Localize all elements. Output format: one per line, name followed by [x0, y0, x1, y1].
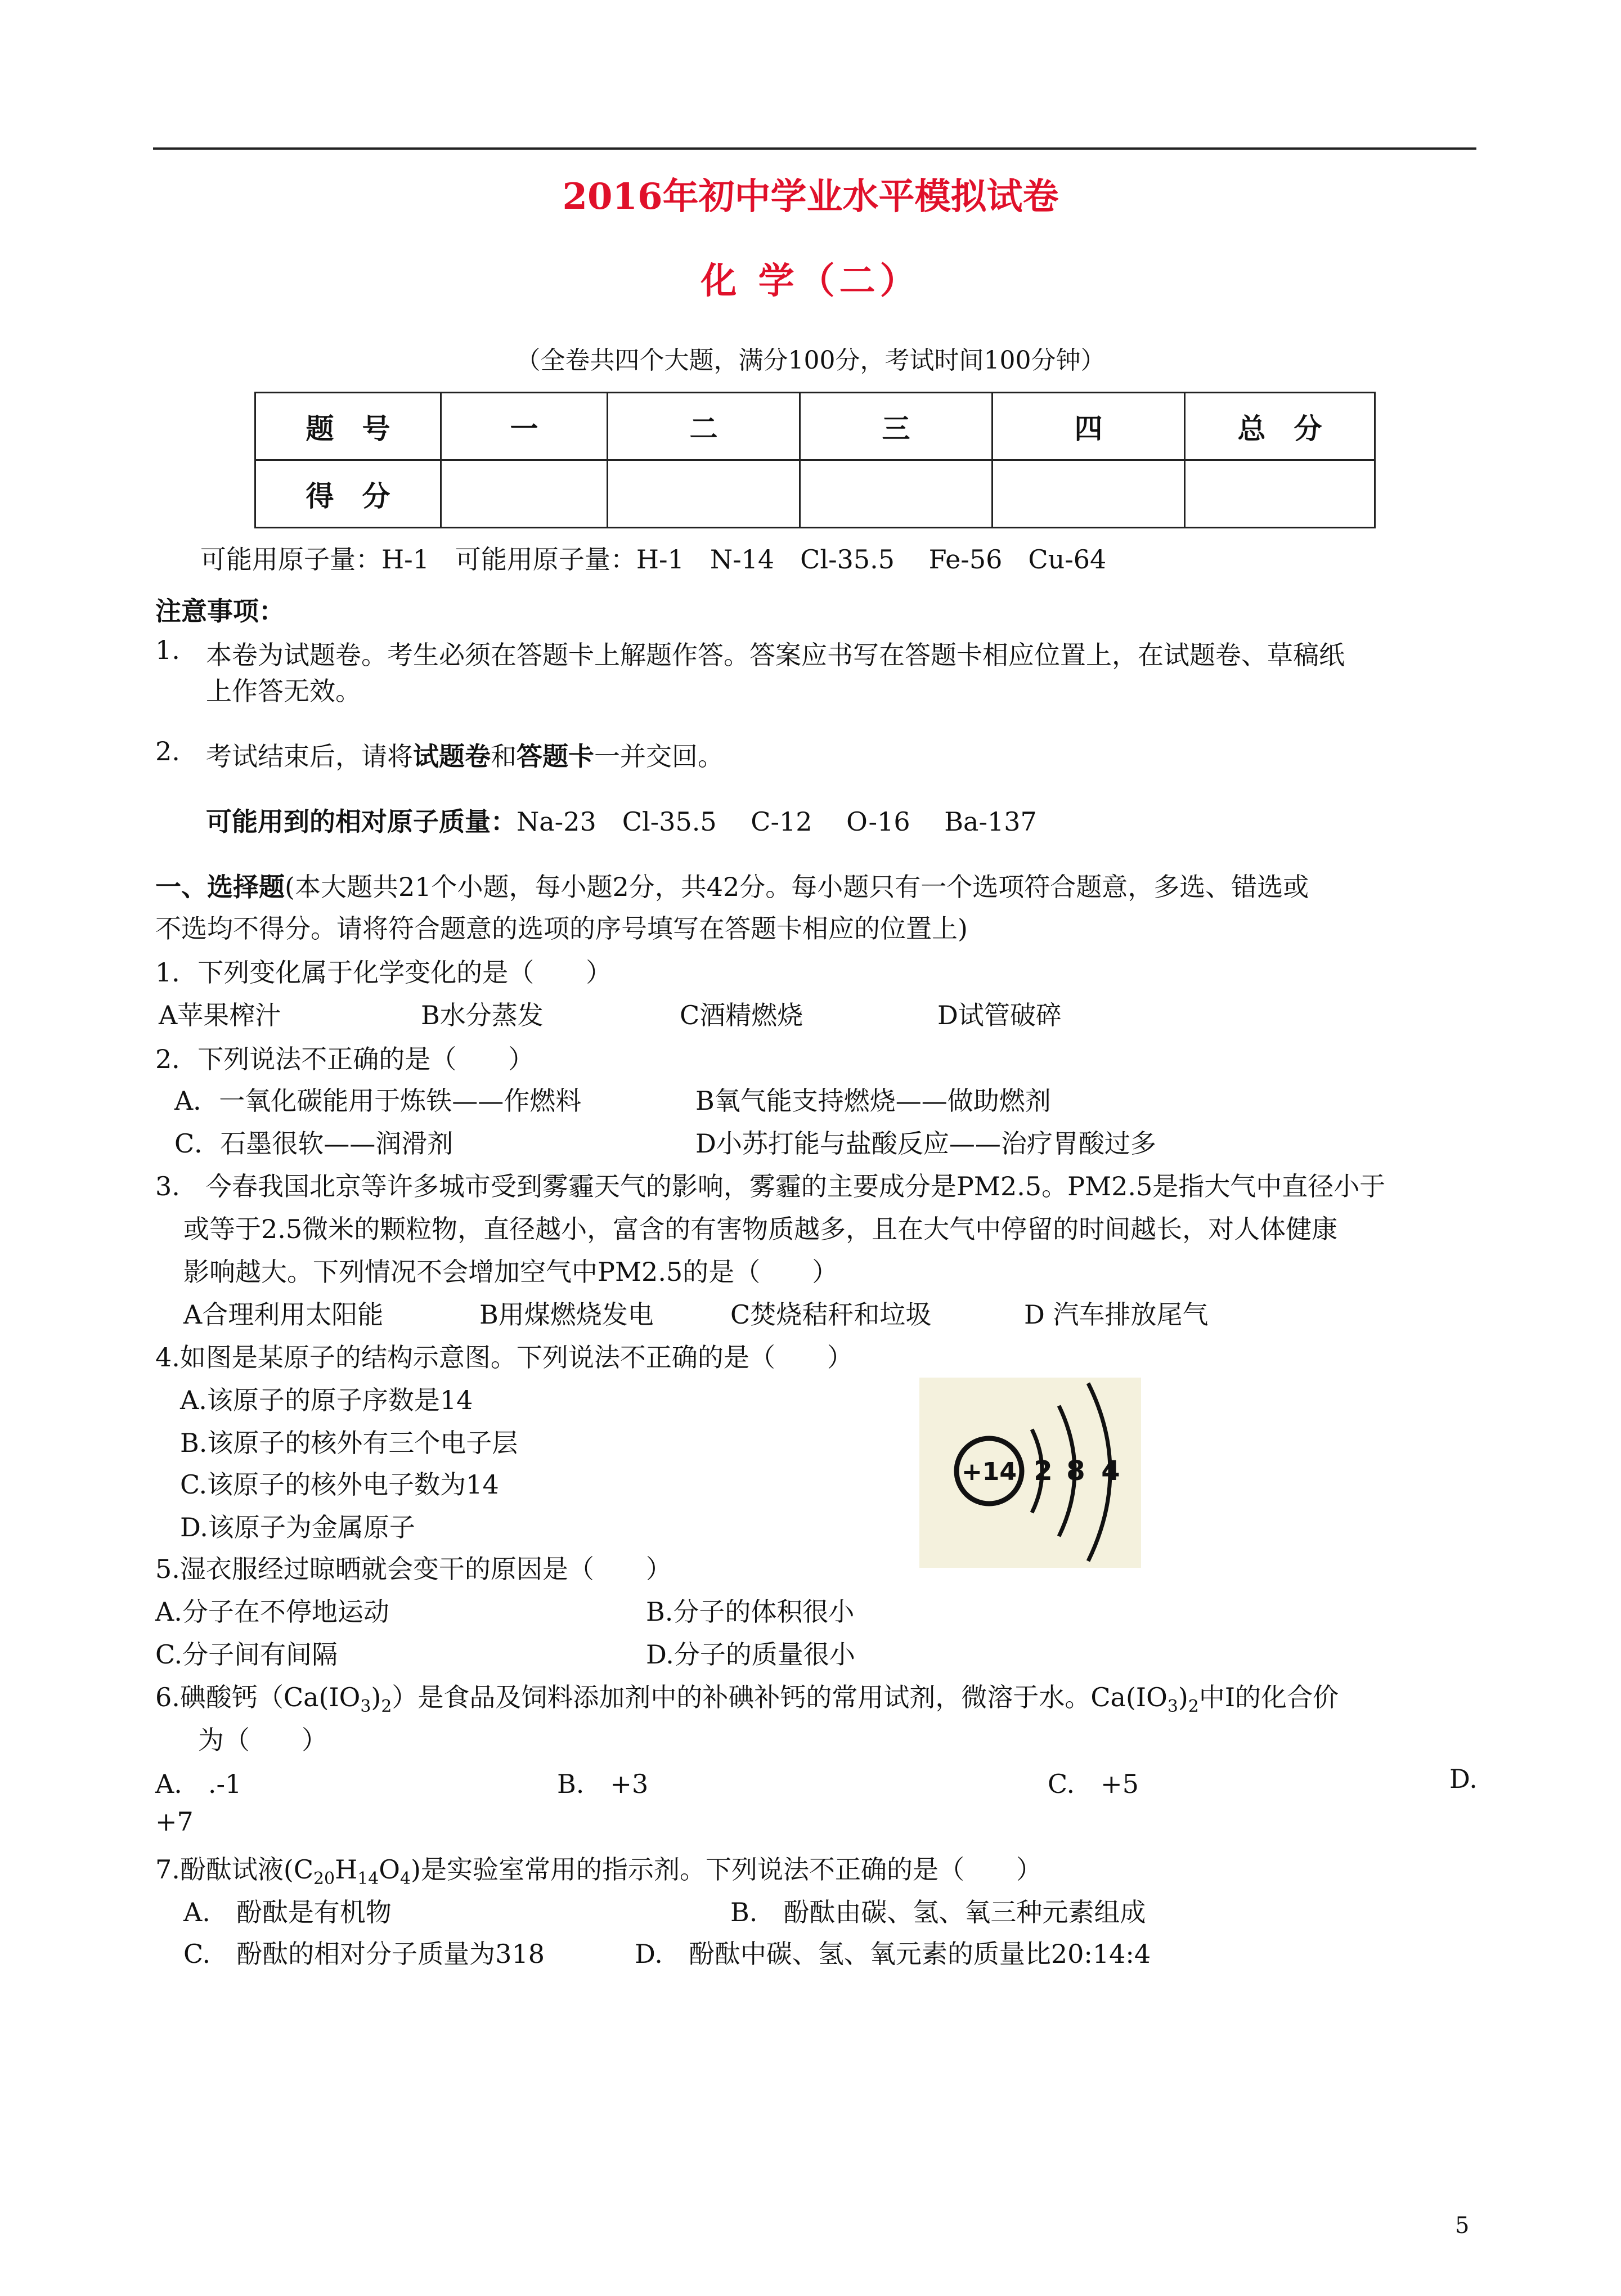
score-table — [254, 392, 1376, 528]
relative-masses — [206, 801, 1037, 838]
q6-subscript: 3 — [360, 1697, 371, 1717]
q7-subscript: 4 — [399, 1869, 411, 1889]
q5-option-b: B.分子的体积很小 — [646, 1597, 855, 1627]
shell-3-electrons: 4 — [1101, 1455, 1120, 1487]
note-2-bold-answer-card: 答题卡 — [517, 741, 594, 772]
shell-1-electrons: 2 — [1034, 1455, 1053, 1487]
page-number: 5 — [1455, 2213, 1470, 2239]
q6-option-c: C. +5 — [1048, 1769, 1139, 1799]
q1-option-b: B水分蒸发 — [421, 1000, 544, 1030]
q6-text: ）是食品及饲料添加剂中的补碘补钙的常用试剂，微溶于水。Ca(IO — [392, 1682, 1168, 1712]
header-cell: 三 — [800, 393, 993, 460]
q3-line-3: 影响越大。下列情况不会增加空气中PM2.5的是（ ） — [183, 1257, 838, 1287]
q3-line-1: 3. 今春我国北京等许多城市受到雾霾天气的影响，雾霾的主要成分是PM2.5。PM2.5是指大气中直径小于 — [155, 1171, 1386, 1201]
note-2-text: 和 — [491, 741, 517, 772]
q7-text: O — [379, 1854, 400, 1885]
q7-subscript: 14 — [357, 1869, 379, 1889]
q6-subscript: 2 — [381, 1697, 392, 1717]
q7-text: 7.酚酞试液(C — [155, 1854, 314, 1885]
q5-option-a: A.分子在不停地运动 — [155, 1597, 389, 1627]
q6-option-d: D. — [1449, 1764, 1478, 1794]
q3-option-c: C焚烧秸秆和垃圾 — [730, 1299, 932, 1330]
atom-structure-diagram — [919, 1378, 1141, 1568]
q3-option-b: B用煤燃烧发电 — [479, 1299, 654, 1330]
header-cell: 总 分 — [1185, 393, 1375, 460]
score-cell — [993, 460, 1185, 528]
q1-option-a: A苹果榨汁 — [159, 1000, 281, 1030]
top-rule — [153, 147, 1476, 150]
q6-subscript: 3 — [1167, 1697, 1178, 1717]
q7-option-b: B. 酚酞由碳、氢、氧三种元素组成 — [730, 1897, 1146, 1927]
q4-option-b: B.该原子的核外有三个电子层 — [180, 1428, 518, 1458]
q5-option-d: D.分子的质量很小 — [646, 1639, 855, 1670]
score-table-header-row — [255, 393, 1375, 460]
score-cell — [441, 460, 608, 528]
subject-title: 化 学（二） — [701, 260, 920, 302]
q3-line-2: 或等于2.5微米的颗粒物，直径越小，富含的有害物质越多，且在大气中停留的时间越长，对人体健康 — [183, 1214, 1338, 1244]
header-cell: 一 — [441, 393, 608, 460]
score-cell — [1185, 460, 1375, 528]
q7-text: )是实验室常用的指示剂。下列说法不正确的是（ ） — [411, 1854, 1042, 1885]
q1-option-c: C酒精燃烧 — [680, 1000, 803, 1030]
relative-masses-values: Na-23 Cl-35.5 C-12 O-16 Ba-137 — [517, 806, 1037, 837]
section-1-intro-line-2: 不选均不得分。请将符合题意的选项的序号填写在答题卡相应的位置上) — [155, 913, 968, 944]
q5-option-c: C.分子间有间隔 — [155, 1639, 338, 1670]
q6-option-a: A. .-1 — [155, 1769, 242, 1799]
note-1-line-1: 本卷为试题卷。考生必须在答题卡上解题作答。答案应书写在答题卡相应位置上，在试题卷、草稿纸 — [206, 640, 1345, 670]
header-cell: 题 号 — [255, 393, 441, 460]
score-cell — [608, 460, 800, 528]
nucleus-charge: +14 — [961, 1458, 1017, 1486]
shell-2-electrons: 8 — [1066, 1455, 1085, 1487]
q3-option-d: D 汽车排放尾气 — [1024, 1299, 1209, 1330]
note-1-number: 1. — [155, 635, 180, 665]
q7-option-a: A. 酚酞是有机物 — [183, 1897, 392, 1927]
q2-option-d: D小苏打能与盐酸反应——治疗胃酸过多 — [695, 1128, 1156, 1159]
q4-stem: 4.如图是某原子的结构示意图。下列说法不正确的是（ ） — [155, 1342, 853, 1373]
q7-option-d: D. 酚酞中碳、氢、氧元素的质量比20:14:4 — [635, 1939, 1151, 1969]
score-cell — [800, 460, 993, 528]
note-2-text: 一并交回。 — [594, 741, 724, 772]
q6-option-b: B. +3 — [557, 1769, 649, 1799]
relative-masses-label: 可能用到的相对原子质量： — [206, 806, 517, 837]
q6-stem — [155, 1677, 1339, 1716]
q6-text: ) — [371, 1682, 381, 1712]
q7-option-c: C. 酚酞的相对分子质量为318 — [183, 1939, 545, 1969]
q6-subscript: 2 — [1188, 1697, 1199, 1717]
q4-option-a: A.该原子的原子序数是14 — [180, 1385, 473, 1415]
q7-text: H — [335, 1854, 358, 1885]
q6-text: 中I的化合价 — [1198, 1682, 1339, 1712]
note-2-bold-test-paper: 试题卷 — [413, 741, 491, 772]
q2-option-c: C．石墨很软——润滑剂 — [174, 1128, 453, 1159]
exam-info: （全卷共四个大题，满分100分，考试时间100分钟） — [515, 346, 1106, 375]
note-1-line-2: 上作答无效。 — [206, 676, 361, 706]
note-2-number: 2. — [155, 736, 180, 766]
note-2 — [206, 736, 724, 773]
q6-text: ) — [1178, 1682, 1188, 1712]
section-1-intro-text: (本大题共21个小题，每小题2分，共42分。每小题只有一个选项符合题意，多选、错选或 — [285, 872, 1309, 902]
q6-option-d-value: +7 — [155, 1806, 194, 1837]
section-1-heading: 一、选择题 — [155, 872, 285, 902]
q4-option-d: D.该原子为金属原子 — [180, 1512, 415, 1542]
row-label: 得 分 — [255, 460, 441, 528]
q3-option-a: A合理利用太阳能 — [183, 1299, 384, 1330]
q1-stem: 1．下列变化属于化学变化的是（ ） — [155, 957, 612, 988]
atomic-masses: 可能用原子量：H-1 可能用原子量：H-1 N-14 Cl-35.5 Fe-56 Cu-64 — [200, 544, 1107, 575]
q2-option-b: B氧气能支持燃烧——做助燃剂 — [695, 1086, 1051, 1116]
notes-heading: 注意事项： — [155, 596, 285, 626]
q2-stem: 2．下列说法不正确的是（ ） — [155, 1044, 535, 1074]
section-1-intro — [155, 867, 1309, 904]
score-table-score-row — [255, 460, 1375, 528]
q5-stem: 5.湿衣服经过晾晒就会变干的原因是（ ） — [155, 1554, 672, 1584]
q2-option-a: A．一氧化碳能用于炼铁——作燃料 — [174, 1086, 582, 1116]
exam-title: 2016年初中学业水平模拟试卷 — [562, 176, 1059, 218]
header-cell: 四 — [993, 393, 1185, 460]
q7-subscript: 20 — [313, 1869, 335, 1889]
header-cell: 二 — [608, 393, 800, 460]
q4-option-c: C.该原子的核外电子数为14 — [180, 1469, 499, 1500]
atom-structure-svg — [919, 1378, 1141, 1568]
note-2-text: 考试结束后，请将 — [206, 741, 413, 772]
q1-option-d: D试管破碎 — [937, 1000, 1062, 1030]
q6-line-2: 为（ ） — [198, 1725, 327, 1755]
q7-stem — [155, 1849, 1042, 1889]
q6-text: 6.碘酸钙（Ca(IO — [155, 1682, 361, 1712]
